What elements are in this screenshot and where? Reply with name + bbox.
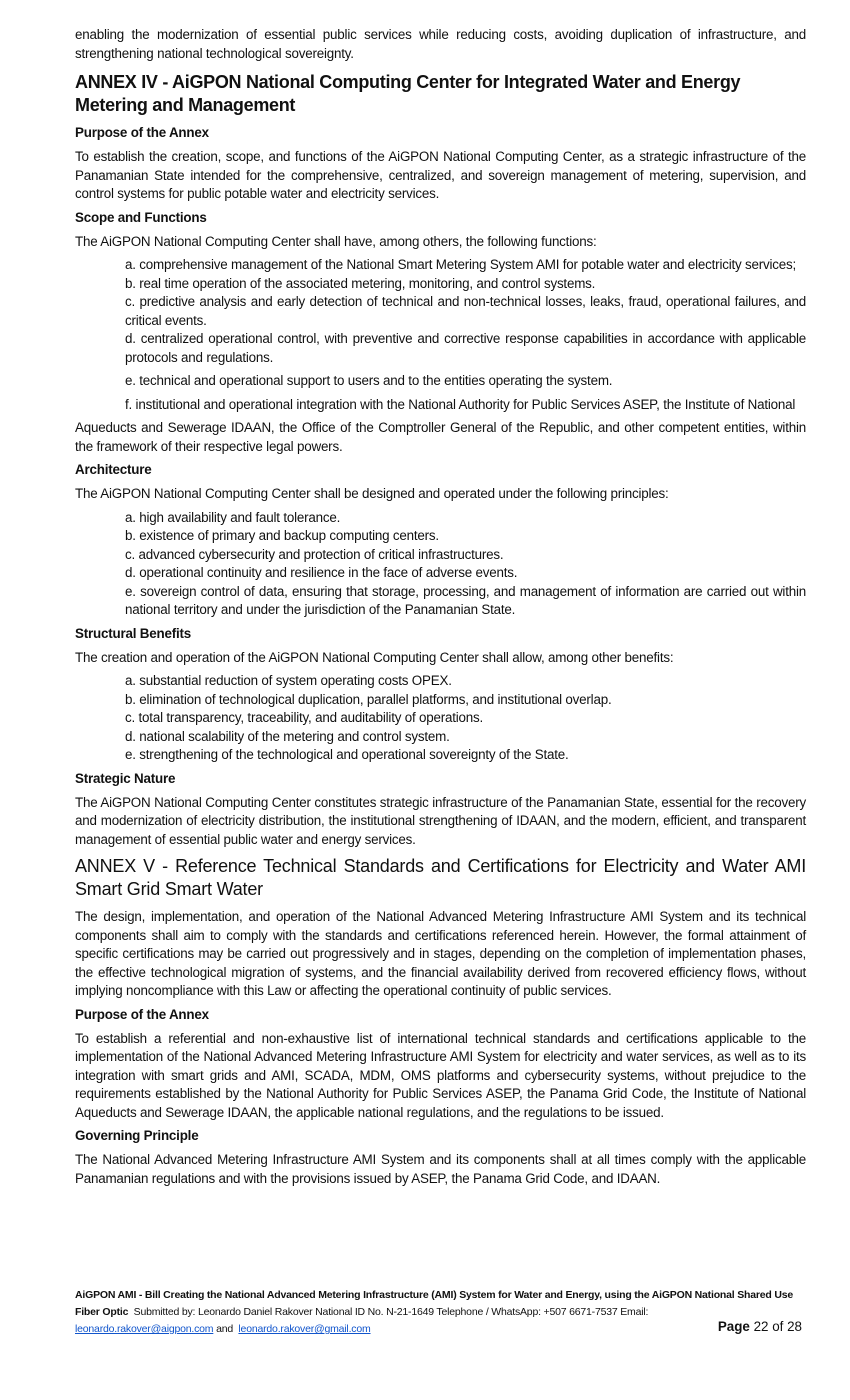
list-item: a. substantial reduction of system operating costs OPEX. bbox=[125, 673, 452, 688]
document-page bbox=[75, 26, 806, 1193]
list-item: e. sovereign control of data, ensuring that storage, processing, and management of information are carried out within national territory and under the jurisdiction of the Panamanian State. bbox=[125, 583, 806, 617]
benefits-list bbox=[125, 672, 806, 765]
list-item: c. advanced cybersecurity and protection of critical infrastructures. bbox=[125, 546, 504, 562]
list-item: b. elimination of technological duplication, parallel platforms, and institutional overlap. bbox=[125, 691, 612, 707]
page-label: Page bbox=[717, 1319, 750, 1334]
intro-paragraph: enabling the modernization of essential public services while reducing costs, avoiding duplication of infrastructure, and strengthening national technological sovereignty. bbox=[75, 27, 806, 61]
annex-5-purpose-text: To establish a referential and non-exhaustive list of international technical standards and certifications applicable to the implementation of the National Advanced Metering Infrastructure AMI System for electricity and water services, as well as to its integration with smart grids and AMI, SCADA, MDM, OMS platforms and cybersecurity systems, without prejudice to the requirements established by the National Authority for Public Services ASEP, the Panama Grid Code, the Institute of National Aqueducts and Sewerage IDAAN, the applicable national regulations, and the regulations to be issued. bbox=[75, 1030, 806, 1120]
annex-5-intro: The design, implementation, and operation of the National Advanced Metering Infrastructure AMI System and its technical components shall aim to comply with the standards and certifications referenced herein. However, the formal attainment of specific certifications may be carried out progressively and in stages, depending on the completion of implementation phases, the effective technological migration of systems, and the financial availability derived from recovered efficiency flows, without implying noncompliance with this Law or affecting the operational continuity of public services. bbox=[75, 909, 806, 998]
benefits-heading: Structural Benefits bbox=[75, 625, 191, 641]
annex-4-purpose-text: To establish the creation, scope, and functions of the AiGPON National Computing Center, as a strategic infrastructure of the Panamanian State intended for the comprehensive, centralized, and sovereign management of metering, supervision, and control systems for public potable water and electricity services. bbox=[75, 149, 806, 201]
list-item: b. real time operation of the associated metering, monitoring, and control systems. bbox=[125, 275, 596, 291]
architecture-list bbox=[125, 509, 806, 620]
footer-and: and bbox=[216, 1323, 233, 1335]
scope-list bbox=[125, 256, 806, 414]
list-item: f. institutional and operational integration with the National Authority for Public Services ASEP, the Institute of National bbox=[125, 396, 796, 412]
annex-5-purpose-heading: Purpose of the Annex bbox=[75, 1006, 209, 1022]
scope-heading: Scope and Functions bbox=[75, 209, 207, 225]
list-item: b. existence of primary and backup computing centers. bbox=[125, 528, 439, 543]
governing-text: The National Advanced Metering Infrastructure AMI System and its components shall at all times comply with the applicable Panamanian regulations and with the provisions issued by ASEP, the Panama Grid Code, and IDAAN. bbox=[75, 1152, 806, 1186]
list-item: d. national scalability of the metering and control system. bbox=[125, 728, 450, 744]
list-item: c. predictive analysis and early detection of technical and non-technical losses, leaks, fraud, operational failures, and critical events. bbox=[125, 294, 806, 328]
email-link-gmail[interactable]: leonardo.rakover@gmail.com bbox=[238, 1323, 371, 1335]
architecture-heading: Architecture bbox=[75, 462, 152, 477]
email-link-aigpon[interactable]: leonardo.rakover@aigpon.com bbox=[75, 1323, 214, 1335]
strategic-heading: Strategic Nature bbox=[75, 770, 176, 786]
footer-submitted: Submitted by: Leonardo Daniel Rakover National ID No. N-21-1649 Telephone / WhatsApp: +507 6671-7537 Email: bbox=[133, 1306, 649, 1318]
annex-5-title: ANNEX V - Reference Technical Standards and Certifications for Electricity and Water AMI Smart Grid Smart Water bbox=[75, 856, 806, 899]
list-item: d. centralized operational control, with preventive and corrective response capabilities in accordance with applicable protocols and regulations. bbox=[125, 331, 806, 365]
list-item: a. comprehensive management of the National Smart Metering System AMI for potable water and electricity services; bbox=[125, 257, 797, 272]
governing-heading: Governing Principle bbox=[75, 1128, 199, 1143]
list-item: e. technical and operational support to users and to the entities operating the system. bbox=[125, 373, 613, 388]
strategic-text: The AiGPON National Computing Center constitutes strategic infrastructure of the Panamanian State, essential for the recovery and modernization of electricity distribution, the institutional strengthening of IDAAN, and the modern, efficient, and transparent management of essential public water and energy services. bbox=[75, 794, 806, 847]
page-number bbox=[718, 1319, 802, 1334]
scope-continuation: Aqueducts and Sewerage IDAAN, the Office of the Comptroller General of the Republic, and other competent entities, within the framework of their respective legal powers. bbox=[75, 420, 806, 454]
annex-4-title: ANNEX IV - AiGPON National Computing Center for Integrated Water and Energy Metering and Management bbox=[75, 72, 741, 115]
list-item: e. strengthening of the technological and operational sovereignty of the State. bbox=[125, 747, 569, 762]
page-value: 22 of 28 bbox=[753, 1319, 802, 1334]
list-item: c. total transparency, traceability, and auditability of operations. bbox=[125, 710, 484, 725]
scope-intro: The AiGPON National Computing Center shall have, among others, the following functions: bbox=[75, 233, 597, 249]
footer-title: AiGPON AMI - Bill Creating the National Advanced Metering Infrastructure (AMI) System for Water and Energy, using the AiGPON National Shared Use Fiber Optic bbox=[75, 1289, 793, 1318]
architecture-intro: The AiGPON National Computing Center shall be designed and operated under the following principles: bbox=[75, 486, 669, 501]
list-item: a. high availability and fault tolerance. bbox=[125, 509, 341, 525]
annex-4-purpose-heading: Purpose of the Annex bbox=[75, 125, 209, 140]
list-item: d. operational continuity and resilience in the face of adverse events. bbox=[125, 565, 518, 580]
benefits-intro: The creation and operation of the AiGPON National Computing Center shall allow, among other benefits: bbox=[75, 649, 674, 665]
page-footer bbox=[75, 1287, 806, 1338]
